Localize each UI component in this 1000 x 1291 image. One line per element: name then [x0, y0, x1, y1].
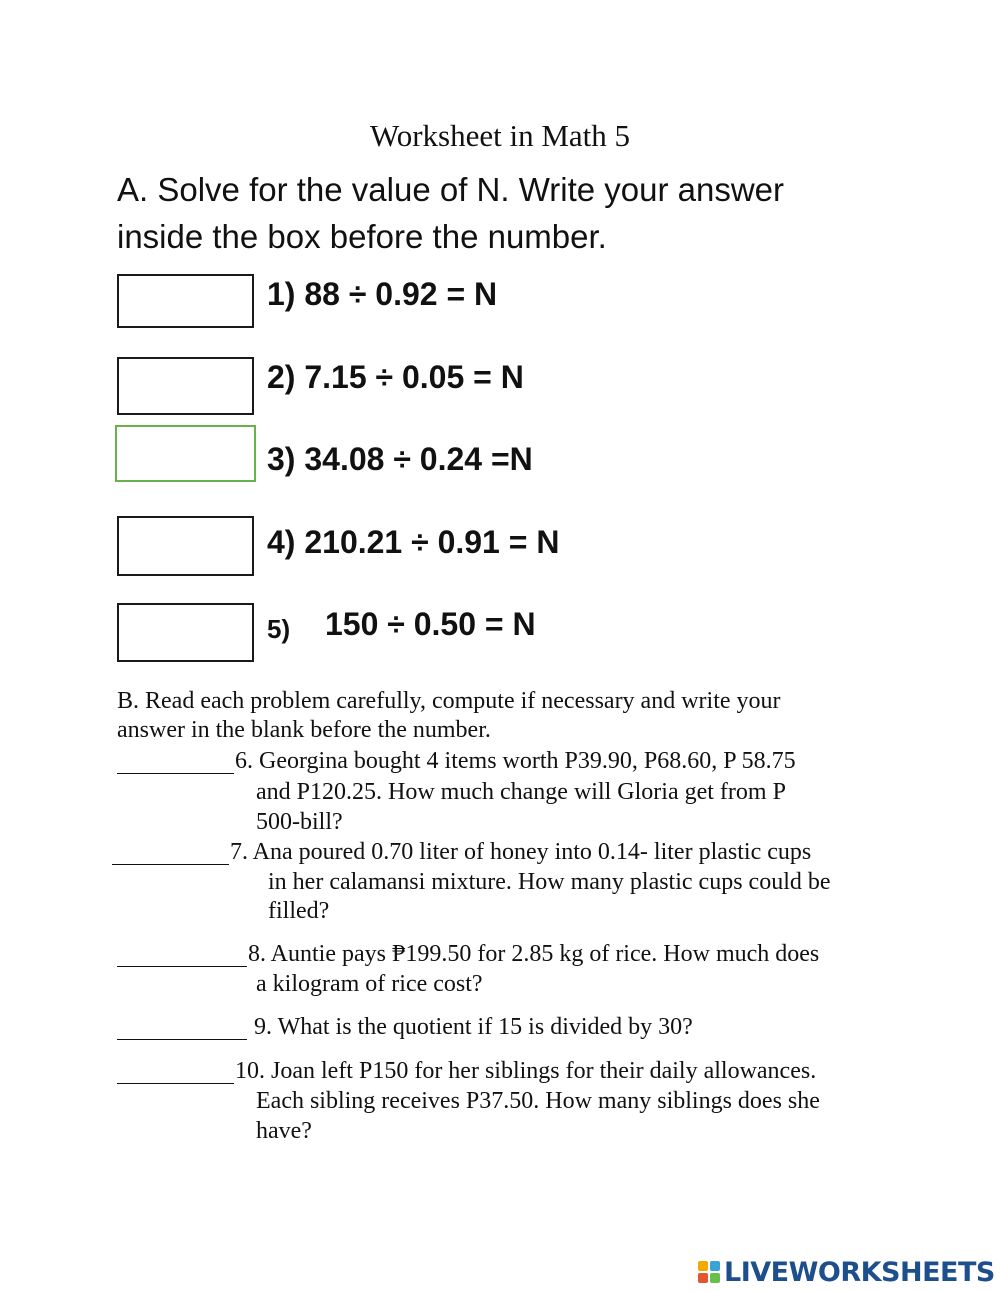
- problem-8-line2: a kilogram of rice cost?: [256, 971, 483, 997]
- problem-6-line1: 6. Georgina bought 4 items worth P39.90, P68.60, P 58.75: [235, 748, 796, 774]
- problem-10-line3: have?: [256, 1118, 312, 1144]
- problem-7-line3: filled?: [268, 898, 330, 924]
- answer-blank-10[interactable]: [117, 1083, 234, 1084]
- page-title: Worksheet in Math 5: [369, 118, 631, 153]
- answer-box-5[interactable]: [117, 603, 254, 662]
- answer-box-4[interactable]: [117, 516, 254, 576]
- problem-10-line1: 10. Joan left P150 for her siblings for their daily allowances.: [235, 1058, 817, 1084]
- problem-7-line1: 7. Ana poured 0.70 liter of honey into 0.14- liter plastic cups: [230, 839, 812, 865]
- answer-blank-9[interactable]: [117, 1039, 247, 1040]
- equation-2: 2) 7.15 ÷ 0.05 = N: [267, 359, 524, 395]
- equation-5: 150 ÷ 0.50 = N: [325, 606, 536, 642]
- section-b-instruction-line1: B. Read each problem carefully, compute if necessary and write your: [117, 688, 781, 714]
- problem-6-line3: 500-bill?: [256, 809, 343, 835]
- section-a-instruction-line1: A. Solve for the value of N. Write your answer: [117, 171, 785, 208]
- problem-10-line2: Each sibling receives P37.50. How many siblings does she: [256, 1088, 820, 1114]
- brand-name: LIVEWORKSHEETS: [724, 1256, 995, 1288]
- answer-box-1[interactable]: [117, 274, 254, 328]
- liveworksheets-logo: [698, 1257, 995, 1287]
- section-b-instruction-line2: answer in the blank before the number.: [117, 717, 491, 743]
- answer-box-2[interactable]: [117, 357, 254, 415]
- equation-1: 1) 88 ÷ 0.92 = N: [267, 276, 498, 312]
- answer-blank-7[interactable]: [112, 864, 229, 865]
- answer-blank-6[interactable]: [117, 773, 234, 774]
- problem-7-line2: in her calamansi mixture. How many plastic cups could be: [268, 869, 831, 895]
- answer-box-3[interactable]: [115, 425, 256, 482]
- section-a-instruction-line2: inside the box before the number.: [117, 218, 607, 255]
- logo-blocks-icon: [698, 1261, 720, 1283]
- equation-5-number: 5): [267, 614, 291, 644]
- problem-6-line2: and P120.25. How much change will Gloria get from P: [256, 779, 786, 805]
- problem-9-line1: 9. What is the quotient if 15 is divided by 30?: [254, 1014, 693, 1040]
- answer-blank-8[interactable]: [117, 966, 247, 967]
- problem-8-line1: 8. Auntie pays ₱199.50 for 2.85 kg of rice. How much does: [248, 941, 820, 967]
- equation-4: 4) 210.21 ÷ 0.91 = N: [267, 524, 560, 560]
- equation-3: 3) 34.08 ÷ 0.24 =N: [267, 441, 533, 477]
